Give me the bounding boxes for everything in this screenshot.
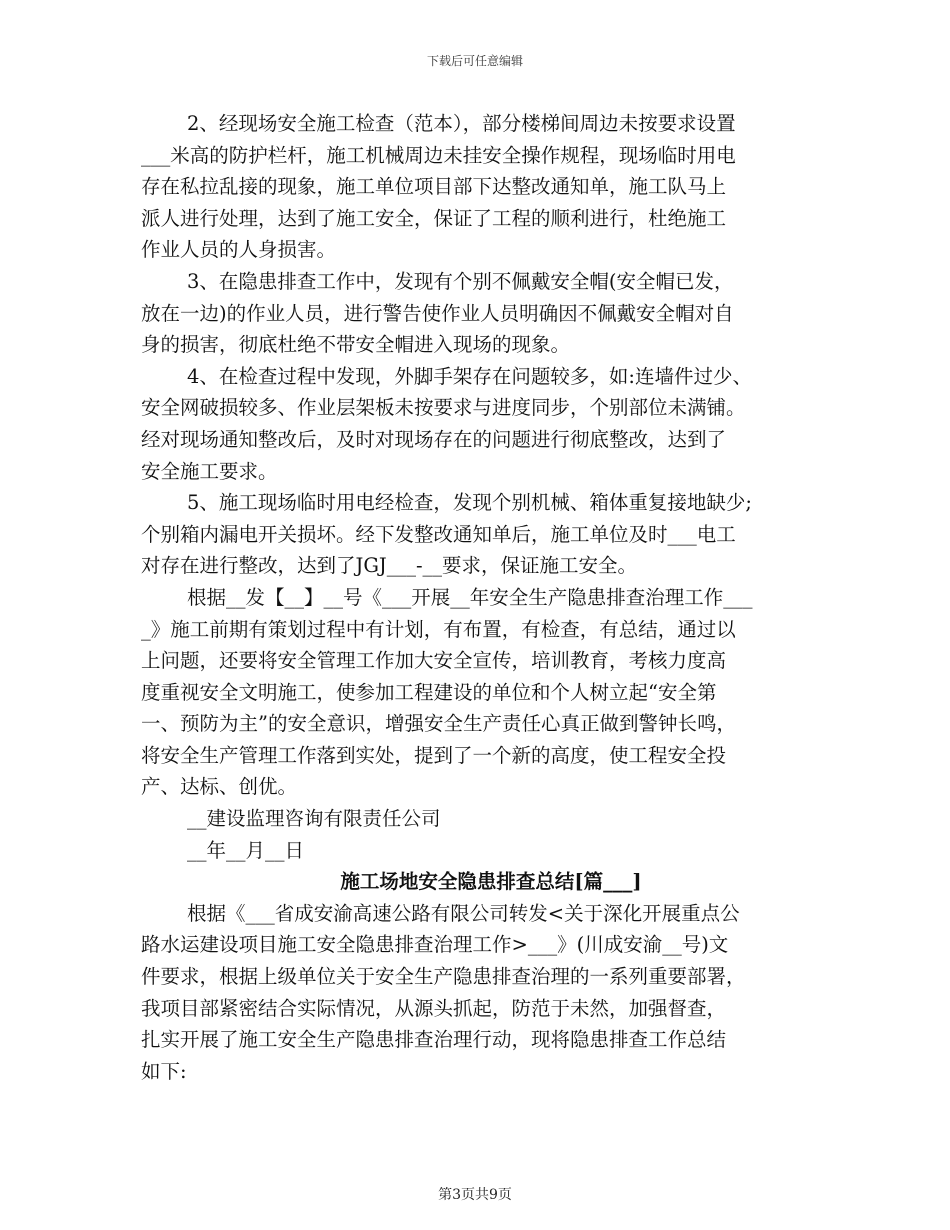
text-line: __建设监理咨询有限责任公司	[187, 807, 441, 831]
text-line: 产、达标、创优。	[141, 775, 298, 799]
text-line: 根据《___省成安渝高速公路有限公司转发<关于深化开展重点公	[187, 901, 740, 925]
text-line: _》施工前期有策划过程中有计划，有布置，有检查，有总结，通过以	[141, 617, 736, 641]
text-line: 度重视安全文明施工，使参加工程建设的单位和个人树立起“安全第	[141, 680, 717, 704]
text-line: 安全施工要求。	[141, 459, 278, 483]
section-title: 施工场地安全隐患排查总结[篇___]	[340, 870, 642, 894]
text-line: 一、预防为主”的安全意识，增强安全生产责任心真正做到警钟长鸣，	[141, 712, 736, 736]
text-line: 件要求，根据上级单位关于安全生产隐患排查治理的一系列重要部署，	[141, 965, 746, 989]
text-line: 上问题，还要将安全管理工作加大安全宣传，培训教育，考核力度高	[141, 649, 727, 673]
text-line: 对存在进行整改，达到了JGJ___-__要求，保证施工安全。	[141, 554, 638, 578]
text-line: 放在一边)的作业人员，进行警告使作业人员明确因不佩戴安全帽对自	[141, 301, 734, 325]
body-paragraphs	[141, 108, 821, 866]
text-line: 经对现场通知整改后，及时对现场存在的问题进行彻底整改，达到了	[141, 427, 727, 451]
text-line: 根据__发【__】__号《___开展__年安全生产隐患排查治理工作___	[187, 585, 753, 609]
text-line: 4、在检查过程中发现，外脚手架存在问题较多，如:连墙件过少、	[187, 364, 752, 388]
text-line: 路水运建设项目施工安全隐患排查治理工作>___》(川成安渝__号)文	[141, 933, 729, 957]
text-line: 如下:	[141, 1059, 187, 1083]
text-line: __年__月__日	[187, 838, 305, 862]
text-line: 2、经现场安全施工检查（范本），部分楼梯间周边未按要求设置	[187, 112, 736, 135]
text-line: 派人进行处理，达到了施工安全，保证了工程的顺利进行，杜绝施工	[141, 206, 727, 230]
text-line: 5、施工现场临时用电经检查，发现个别机械、箱体重复接地缺少;	[187, 491, 752, 515]
page-footer: 第3页共9页	[438, 1187, 512, 1203]
text-line: 存在私拉乱接的现象，施工单位项目部下达整改通知单，施工队马上	[141, 175, 727, 199]
text-line: 身的损害，彻底杜绝不带安全帽进入现场的现象。	[141, 333, 571, 357]
section-paragraphs	[141, 898, 821, 1088]
page-header: 下载后可任意编辑	[426, 54, 523, 68]
text-line: 安全网破损较多、作业层架板未按要求与进度同步，个别部位未满铺。	[141, 396, 746, 420]
text-line: 将安全生产管理工作落到实处，提到了一个新的高度，使工程安全投	[141, 743, 727, 767]
text-line: 我项目部紧密结合实际情况，从源头抓起，防范于未然，加强督查，	[141, 996, 727, 1020]
text-line: 3、在隐患排查工作中，发现有个别不佩戴安全帽(安全帽已发，	[187, 269, 734, 293]
text-line: 作业人员的人身损害。	[141, 238, 337, 262]
document-body	[141, 108, 821, 1087]
text-line: ___米高的防护栏杆，施工机械周边未挂安全操作规程，现场临时用电	[141, 143, 736, 167]
text-line: 扎实开展了施工安全生产隐患排查治理行动，现将隐患排查工作总结	[141, 1028, 727, 1052]
text-line: 个别箱内漏电开关损坏。经下发整改通知单后，施工单位及时___电工	[141, 522, 736, 546]
